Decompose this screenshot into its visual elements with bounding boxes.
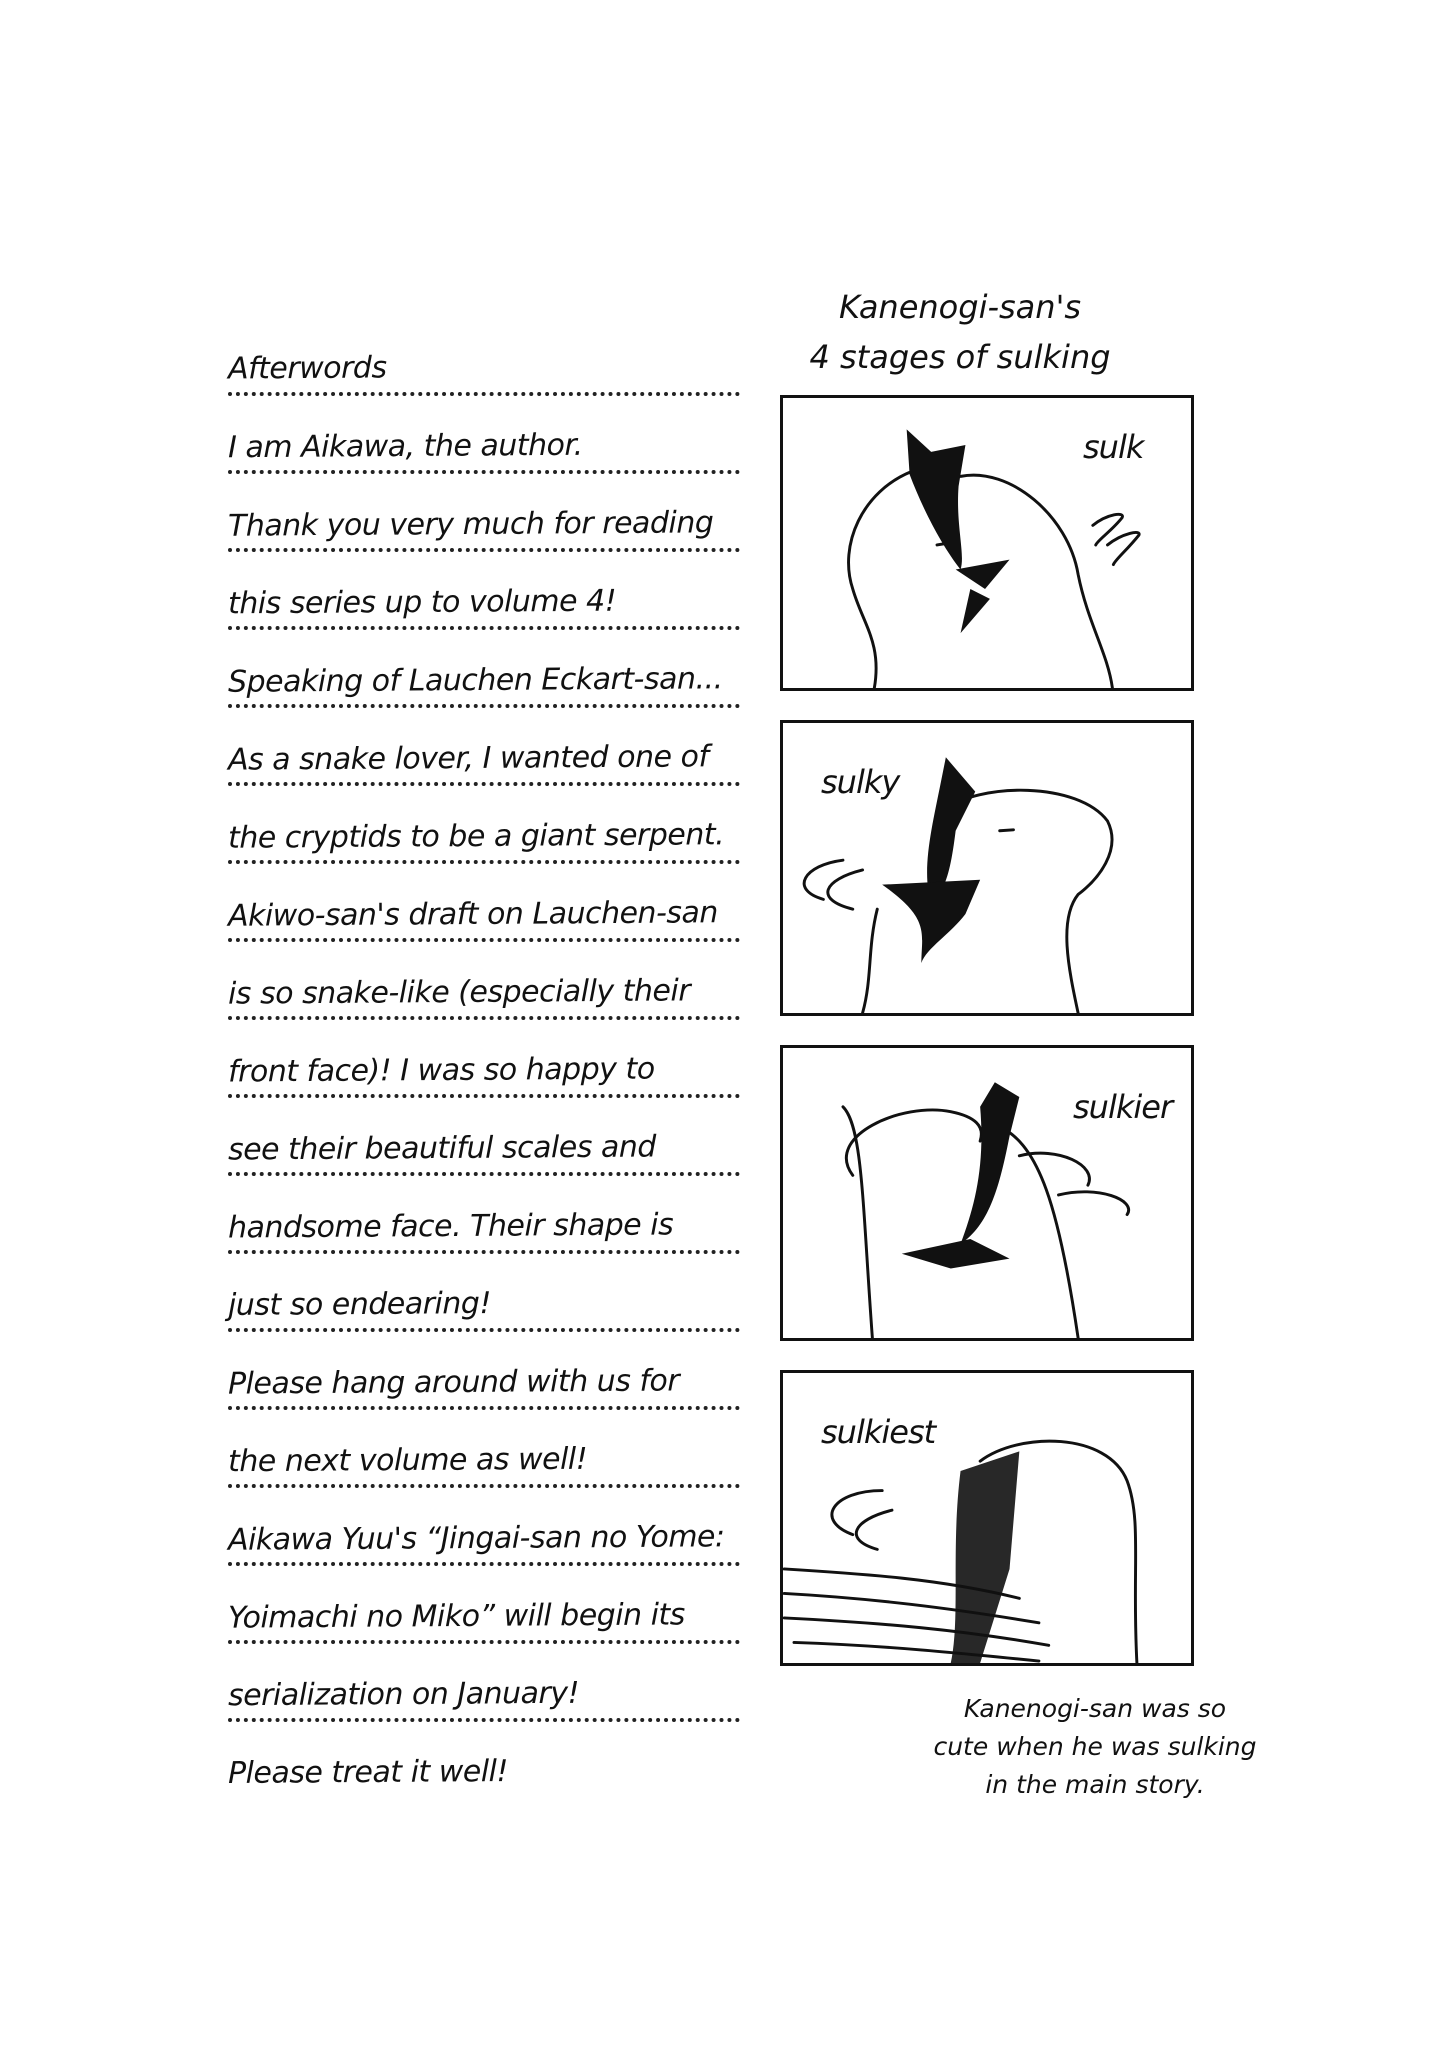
caption-line1: Kanenogi-san was so — [963, 1694, 1227, 1723]
afterwords-line — [228, 1488, 740, 1566]
afterwords-text: serialization on January! — [227, 1675, 580, 1714]
afterwords-heading-line — [228, 318, 740, 396]
caption-line2: cute when he was sulking — [933, 1732, 1257, 1761]
comic-panel-2 — [780, 720, 1194, 1016]
afterwords-line — [228, 1332, 740, 1410]
afterwords-text: front face)! I was so happy to — [227, 1051, 655, 1090]
afterwords-line — [228, 630, 740, 708]
afterwords-text: is so snake-like (especially their — [227, 973, 691, 1012]
panel-label-sulkiest: sulkiest — [821, 1413, 936, 1451]
afterwords-text: I am Aikawa, the author. — [227, 427, 583, 466]
panel-label-sulky: sulky — [821, 763, 900, 801]
afterwords-text: As a snake lover, I wanted one of — [227, 739, 709, 778]
panel-label-sulkier: sulkier — [1073, 1088, 1173, 1126]
comic-panel-4 — [780, 1370, 1194, 1666]
afterwords-text: Please hang around with us for — [227, 1363, 680, 1402]
afterwords-line — [228, 552, 740, 630]
afterwords-line — [228, 1254, 740, 1332]
afterwords-text: Akiwo-san's draft on Lauchen-san — [227, 895, 718, 934]
afterwords-text: this series up to volume 4! — [227, 583, 617, 622]
comic-title-line1: Kanenogi-san's — [838, 288, 1082, 326]
panel-label-sulk: sulk — [1083, 428, 1144, 466]
afterwords-text: just so endearing! — [227, 1286, 492, 1323]
afterwords-line — [228, 1176, 740, 1254]
afterwords-line — [228, 1722, 740, 1800]
afterwords-line — [228, 708, 740, 786]
comic-caption — [905, 1690, 1285, 1804]
comic-panel-1 — [780, 395, 1194, 691]
afterwords-line — [228, 864, 740, 942]
afterwords-text: Speaking of Lauchen Eckart-san... — [227, 661, 723, 700]
afterwords-line — [228, 1566, 740, 1644]
afterwords-line — [228, 1098, 740, 1176]
afterwords-line — [228, 1410, 740, 1488]
afterwords-text: Aikawa Yuu's “Jingai-san no Yome: — [227, 1519, 725, 1558]
afterwords-heading: Afterwords — [227, 350, 387, 387]
afterwords-text: see their beautiful scales and — [227, 1129, 656, 1168]
afterwords-text: Thank you very much for reading — [227, 505, 714, 544]
afterwords-line — [228, 1644, 740, 1722]
caption-line3: in the main story. — [985, 1770, 1205, 1799]
afterwords-text: Please treat it well! — [227, 1754, 509, 1791]
comic-title-line2: 4 stages of sulking — [809, 338, 1111, 376]
afterwords-line — [228, 396, 740, 474]
afterwords-section — [228, 318, 740, 1800]
afterwords-text: the cryptids to be a giant serpent. — [227, 817, 725, 856]
afterwords-line — [228, 786, 740, 864]
afterwords-line — [228, 942, 740, 1020]
afterwords-text: handsome face. Their shape is — [227, 1207, 674, 1246]
afterwords-text: the next volume as well! — [227, 1441, 588, 1480]
comic-panel-3 — [780, 1045, 1194, 1341]
afterwords-text: Yoimachi no Miko” will begin its — [227, 1597, 685, 1636]
afterwords-line — [228, 474, 740, 552]
comic-title — [800, 282, 1120, 382]
afterwords-line — [228, 1020, 740, 1098]
